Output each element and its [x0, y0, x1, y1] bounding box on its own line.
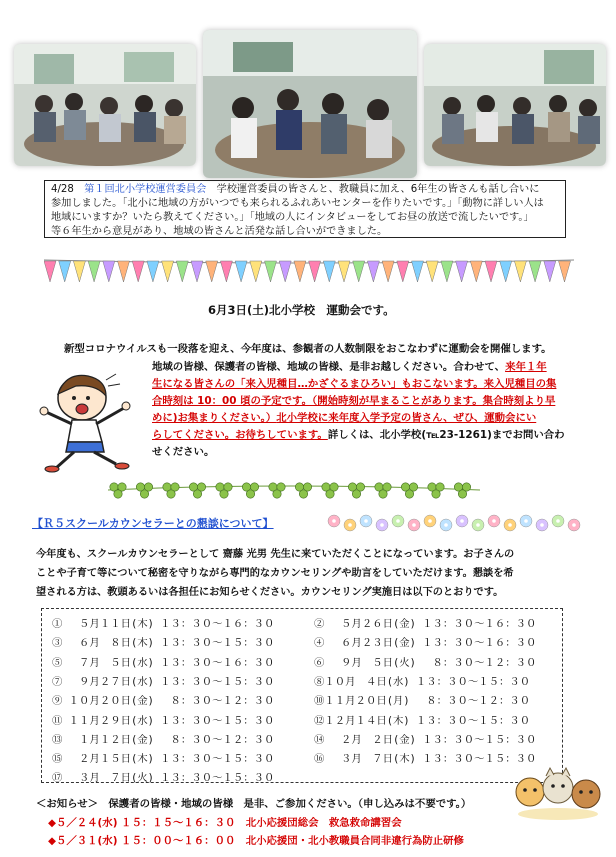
schedule-row-right: ⑧１０月 ４日(水) １３：３０～１５：３０ [314, 675, 531, 688]
schedule-row-left: ⑪ １１月２９日(水) １３：３０～１５：３０ [52, 714, 275, 727]
flower-garland [326, 512, 586, 534]
schedule-row-left: ⑮ ２月１５日(木) １３：３０～１５：３０ [52, 753, 275, 766]
caption-date: 4/28 [51, 184, 74, 195]
sports-l5: 詳しくは、北小学校(℡23-1261)までお問い合わ [327, 429, 565, 441]
meeting-photo-left [14, 44, 196, 166]
schedule-row-right: ⑩１１月２０日(月) ８：３０～１２：３０ [314, 695, 531, 708]
schedule-row-left: ⑨ １０月２０日(金) ８：３０～１２：３０ [52, 695, 275, 708]
schedule-row-left: ③ ６月 ８日(木) １３：３０～１５：３０ [52, 637, 275, 650]
schedule-row-right: ② ５月２６日(金) １３：３０～１６：３０ [314, 618, 537, 630]
schedule-row-left: ⑤ ７月 ５日(水) １３：３０～１６：３０ [52, 656, 275, 669]
meeting-caption [44, 180, 566, 238]
sports-l6: せください。 [152, 446, 215, 458]
event-2-date: ◆５／３１(水) １５：００～１６：００ [48, 835, 236, 847]
notice-event-2 [48, 832, 464, 847]
event-2-title: 北小応援団・北小教職員合同非違行為防止研修 [245, 835, 464, 847]
schedule-row-right: ⑫１２月１４日(木) １３：３０～１５：３０ [314, 714, 531, 727]
counselor-p1: 今年度も、スクールカウンセラーとして 齋藤 光男 先生に来ていただくことになっています。お子さんの [36, 549, 515, 560]
counselor-body [36, 545, 596, 602]
counseling-schedule [41, 608, 563, 783]
meeting-photo-right [424, 44, 606, 166]
schedule-row-left: ⑰ ３月 ７日(火) １３：３０～１５：３０ [52, 772, 275, 785]
schedule-row-right: ⑯ ３月 ７日(木) １３：３０～１５：３０ [314, 753, 537, 766]
mascot-animals [508, 762, 608, 822]
child-illustration [36, 368, 146, 473]
meeting-photo-center [203, 30, 417, 178]
sports-l4-red: めに)お集まりください。） [152, 412, 277, 424]
caption-line4: 等６年生から意見があり、地域の皆さんと活発な話し合いができました。 [51, 226, 388, 237]
sports-l1-red: 来年１年 [505, 361, 547, 373]
notice-event-1 [48, 814, 402, 829]
sports-l2-red: 生になる皆さんの「来入児種目…かざぐるまひろい」もおこないます。来入児種目の集 [152, 378, 557, 390]
caption-event: 第１回北小学校運営委員会 [84, 184, 207, 195]
caption-line2: 参加しました。「北小に地域の方がいつでも来られるふれあいセンターを作りたいです。」「動物に詳しい人は [51, 198, 544, 209]
sports-day-intro: 新型コロナウイルスも一段落を迎え、今年度は、参観者の人数制限をおこなわずに運動会を開催します。 [64, 343, 552, 355]
clover-divider [108, 478, 480, 502]
sports-l3-red: 合時刻は 10：00 頃の予定です。（開始時刻が早まることがあります。集合時刻より早 [152, 395, 556, 407]
schedule-row-right: ⑥ ９月 ５日(火) ８：３０～１２：３０ [314, 656, 537, 669]
schedule-row-left: ① ５月１１日(木) １３：３０～１６：３０ [52, 618, 275, 630]
bunting-divider [44, 256, 574, 286]
counselor-p2: ことや子育て等について秘密を守りながら専門的なカウンセリングや助言をしていただけます。懇談を希 [36, 568, 514, 579]
notice-heading: ＜お知らせ＞ 保護者の皆様・地域の皆様 是非、ご参加ください。（申し込みは不要です。） [36, 798, 472, 810]
sports-day-title: 6月3日(土)北小学校 運動会です。 [208, 303, 395, 317]
schedule-row-right: ⑭ ２月 ２日(金) １３：３０～１５：３０ [314, 733, 537, 746]
sports-l5-red: らしてください。お待ちしています。 [152, 429, 328, 441]
event-1-title: 北小応援団総会 救急救命講習会 [245, 817, 402, 829]
caption-line1: 学校運営委員の皆さんと、教職員に加え、6年生の皆さんも話し合いに [216, 184, 540, 195]
schedule-row-right: ④ ６月２３日(金) １３：３０～１６：３０ [314, 637, 537, 650]
schedule-row-left: ⑬ １月１２日(金) ８：３０～１２：３０ [52, 733, 275, 746]
counselor-p3: 望される方は、教頭あるいは各担任にお知らせください。カウンセリング実施日は以下のとおりです。 [36, 587, 504, 598]
sports-day-details [152, 359, 592, 461]
caption-line3: 地域にいますか？いたら教えてください。」「地域の人にインタビューをしてお昼の放送で流したいです。」 [51, 212, 534, 223]
sports-l4: 北小学校に来年度入学予定の皆さん、ぜひ、運動会にい [276, 412, 537, 424]
counselor-heading: 【Ｒ５スクールカウンセラーとの懇談について】 [32, 517, 274, 530]
sports-l1: 地域の皆様、保護者の皆様、地域の皆様、是非お越しください。合わせて、 [152, 361, 506, 373]
event-1-date: ◆５／２４(水) １５：１５～１６：３０ [48, 817, 236, 829]
schedule-row-left: ⑦ ９月２７日(水) １３：３０～１５：３０ [52, 675, 275, 688]
